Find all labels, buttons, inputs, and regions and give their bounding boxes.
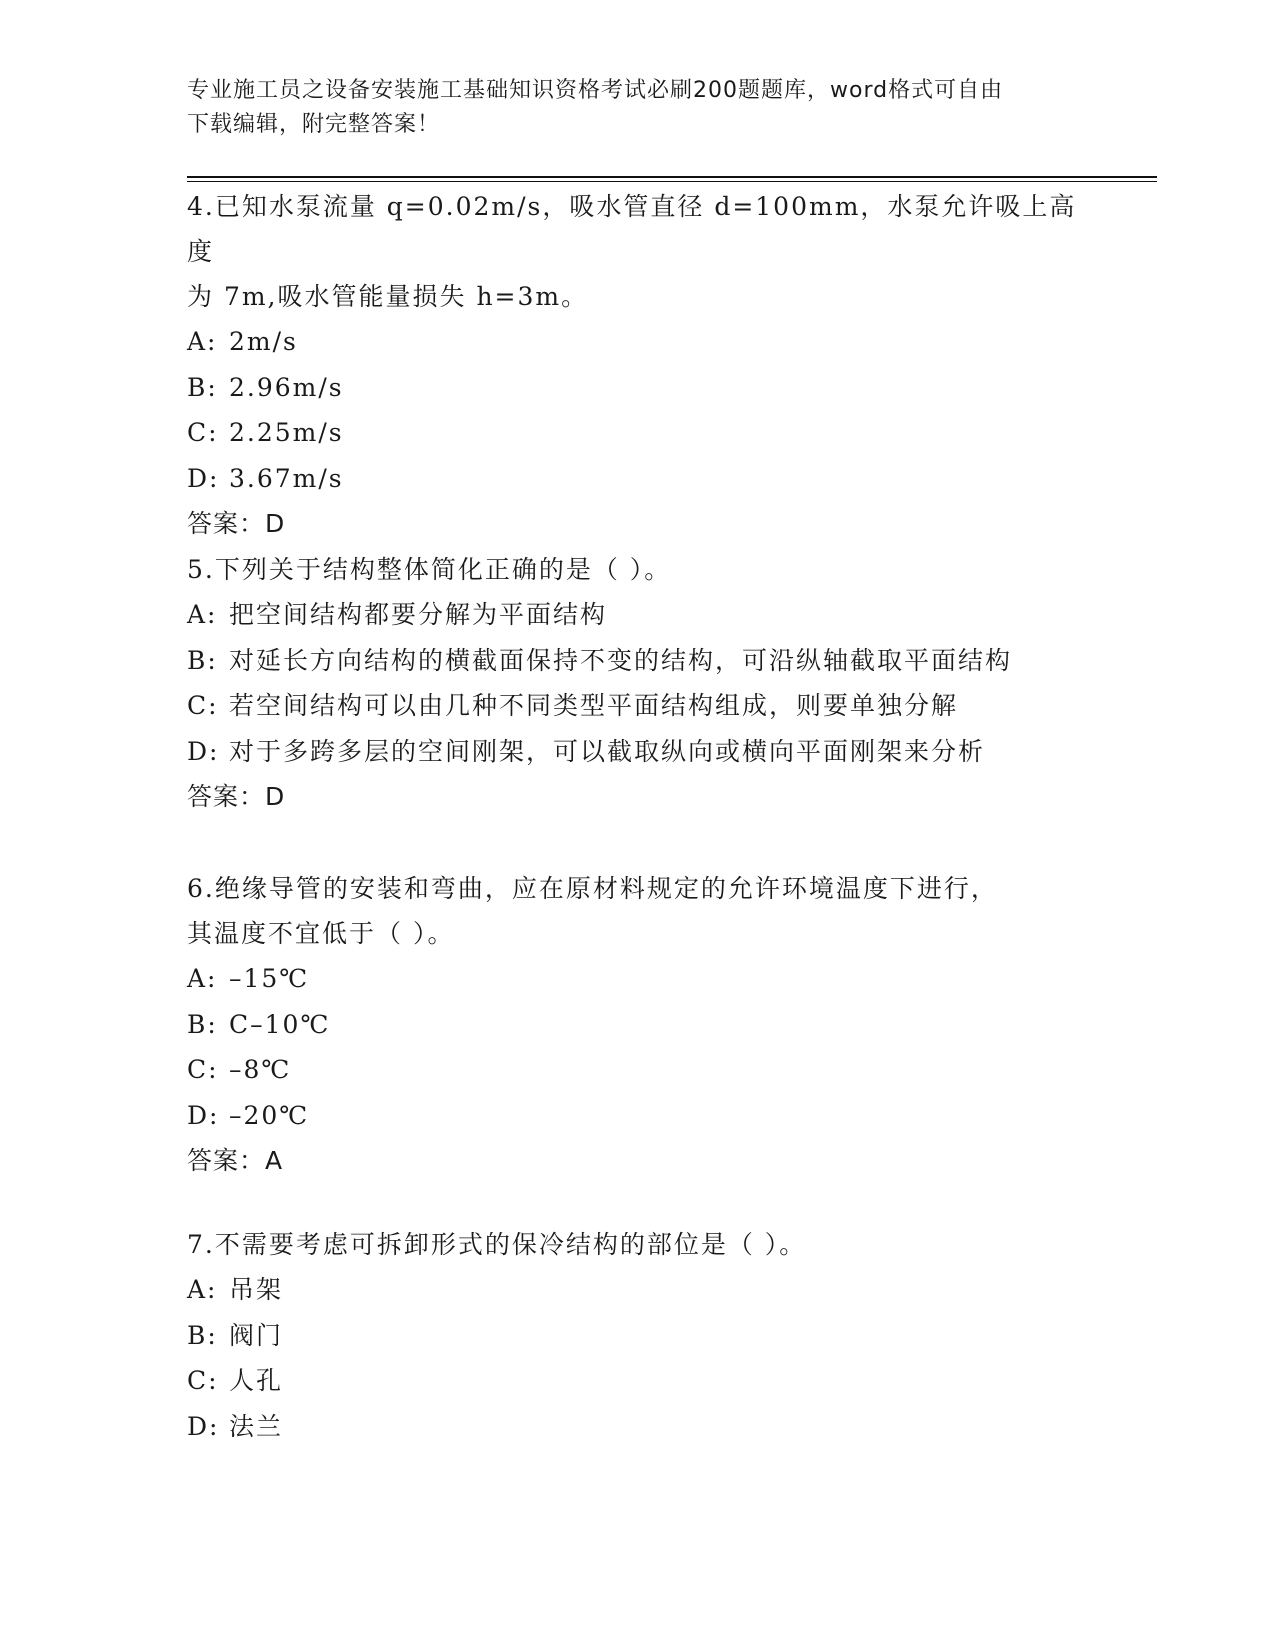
option-text: 把空间结构都要分解为平面结构 — [229, 600, 608, 629]
answer-line: 答案：A — [187, 1146, 284, 1175]
option-letter: D: — [187, 1411, 220, 1441]
option-text: 对于多跨多层的空间刚架，可以截取纵向或横向平面刚架来分析 — [229, 736, 986, 766]
question-stem-line-2: 其温度不宜低于（ ）。 — [187, 919, 455, 948]
question-stem-line-1: 4.已知水泵流量 q=0.02m/s，吸水管直径 d=100mm，水泵允许吸上高度 — [187, 192, 1077, 266]
answer-line: 答案：D — [187, 509, 286, 538]
option-b — [187, 1313, 1087, 1359]
option-a — [187, 592, 1087, 638]
option-letter: C: — [187, 1366, 219, 1395]
header-line-1: 专业施工员之设备安装施工基础知识资格考试必刷200题题库，word格式可自由 — [187, 78, 1004, 103]
option-letter: C: — [187, 691, 219, 720]
option-text: 若空间结构可以由几种不同类型平面结构组成，则要单独分解 — [229, 691, 959, 720]
option-letter: D: — [187, 1100, 220, 1130]
option-text: –15℃ — [229, 964, 310, 993]
option-text: 人孔 — [229, 1366, 284, 1395]
header-divider-thick — [187, 176, 1157, 178]
option-letter: A: — [187, 1275, 218, 1304]
header-line-2: 下载编辑，附完整答案！ — [187, 112, 441, 137]
answer-line: 答案：D — [187, 782, 286, 811]
option-c — [187, 1358, 1087, 1404]
document-header — [187, 74, 1087, 142]
option-text: 对延长方向结构的横截面保持不变的结构，可沿纵轴截取平面结构 — [229, 645, 1013, 675]
option-letter: C: — [187, 1055, 219, 1084]
option-letter: B: — [187, 645, 218, 675]
question-stem-line-1: 6.绝缘导管的安装和弯曲，应在原材料规定的允许环境温度下进行， — [187, 874, 998, 903]
option-c — [187, 683, 1087, 729]
option-d — [187, 456, 1087, 502]
option-text: 吊架 — [229, 1275, 284, 1304]
option-b — [187, 638, 1087, 684]
option-text: C–10℃ — [229, 1009, 331, 1039]
option-a — [187, 319, 1087, 365]
option-letter: B: — [187, 372, 218, 402]
option-text: 2m/s — [229, 327, 298, 356]
option-letter: B: — [187, 1009, 218, 1039]
option-text: 2.96m/s — [229, 372, 344, 402]
option-letter: C: — [187, 418, 219, 447]
option-letter: B: — [187, 1320, 218, 1350]
option-text: –20℃ — [229, 1100, 310, 1130]
option-b — [187, 1002, 1087, 1048]
option-d — [187, 1404, 1087, 1450]
question-4 — [187, 184, 1087, 546]
option-d — [187, 729, 1087, 775]
option-letter: A: — [187, 327, 218, 356]
option-letter: D: — [187, 736, 220, 766]
option-text: 法兰 — [229, 1411, 284, 1441]
option-letter: D: — [187, 463, 220, 493]
option-a — [187, 956, 1087, 1002]
option-d — [187, 1093, 1087, 1139]
question-7 — [187, 1222, 1087, 1449]
option-letter: A: — [187, 600, 218, 629]
option-text: 阀门 — [229, 1320, 284, 1350]
question-stem-line-1: 7.不需要考虑可拆卸形式的保冷结构的部位是（ ）。 — [187, 1230, 807, 1259]
option-text: 2.25m/s — [229, 418, 344, 447]
question-6 — [187, 866, 1087, 1183]
header-divider-thin — [187, 181, 1157, 182]
option-c — [187, 1047, 1087, 1093]
option-text: 3.67m/s — [229, 463, 344, 493]
question-stem-line-2: 为 7m,吸水管能量损失 h=3m。 — [187, 282, 589, 311]
option-letter: A: — [187, 964, 218, 993]
option-c — [187, 410, 1087, 456]
option-b — [187, 365, 1087, 411]
option-text: –8℃ — [229, 1055, 292, 1084]
option-a — [187, 1267, 1087, 1313]
question-5 — [187, 547, 1087, 819]
question-stem-line-1: 5.下列关于结构整体简化正确的是（ ）。 — [187, 555, 672, 584]
